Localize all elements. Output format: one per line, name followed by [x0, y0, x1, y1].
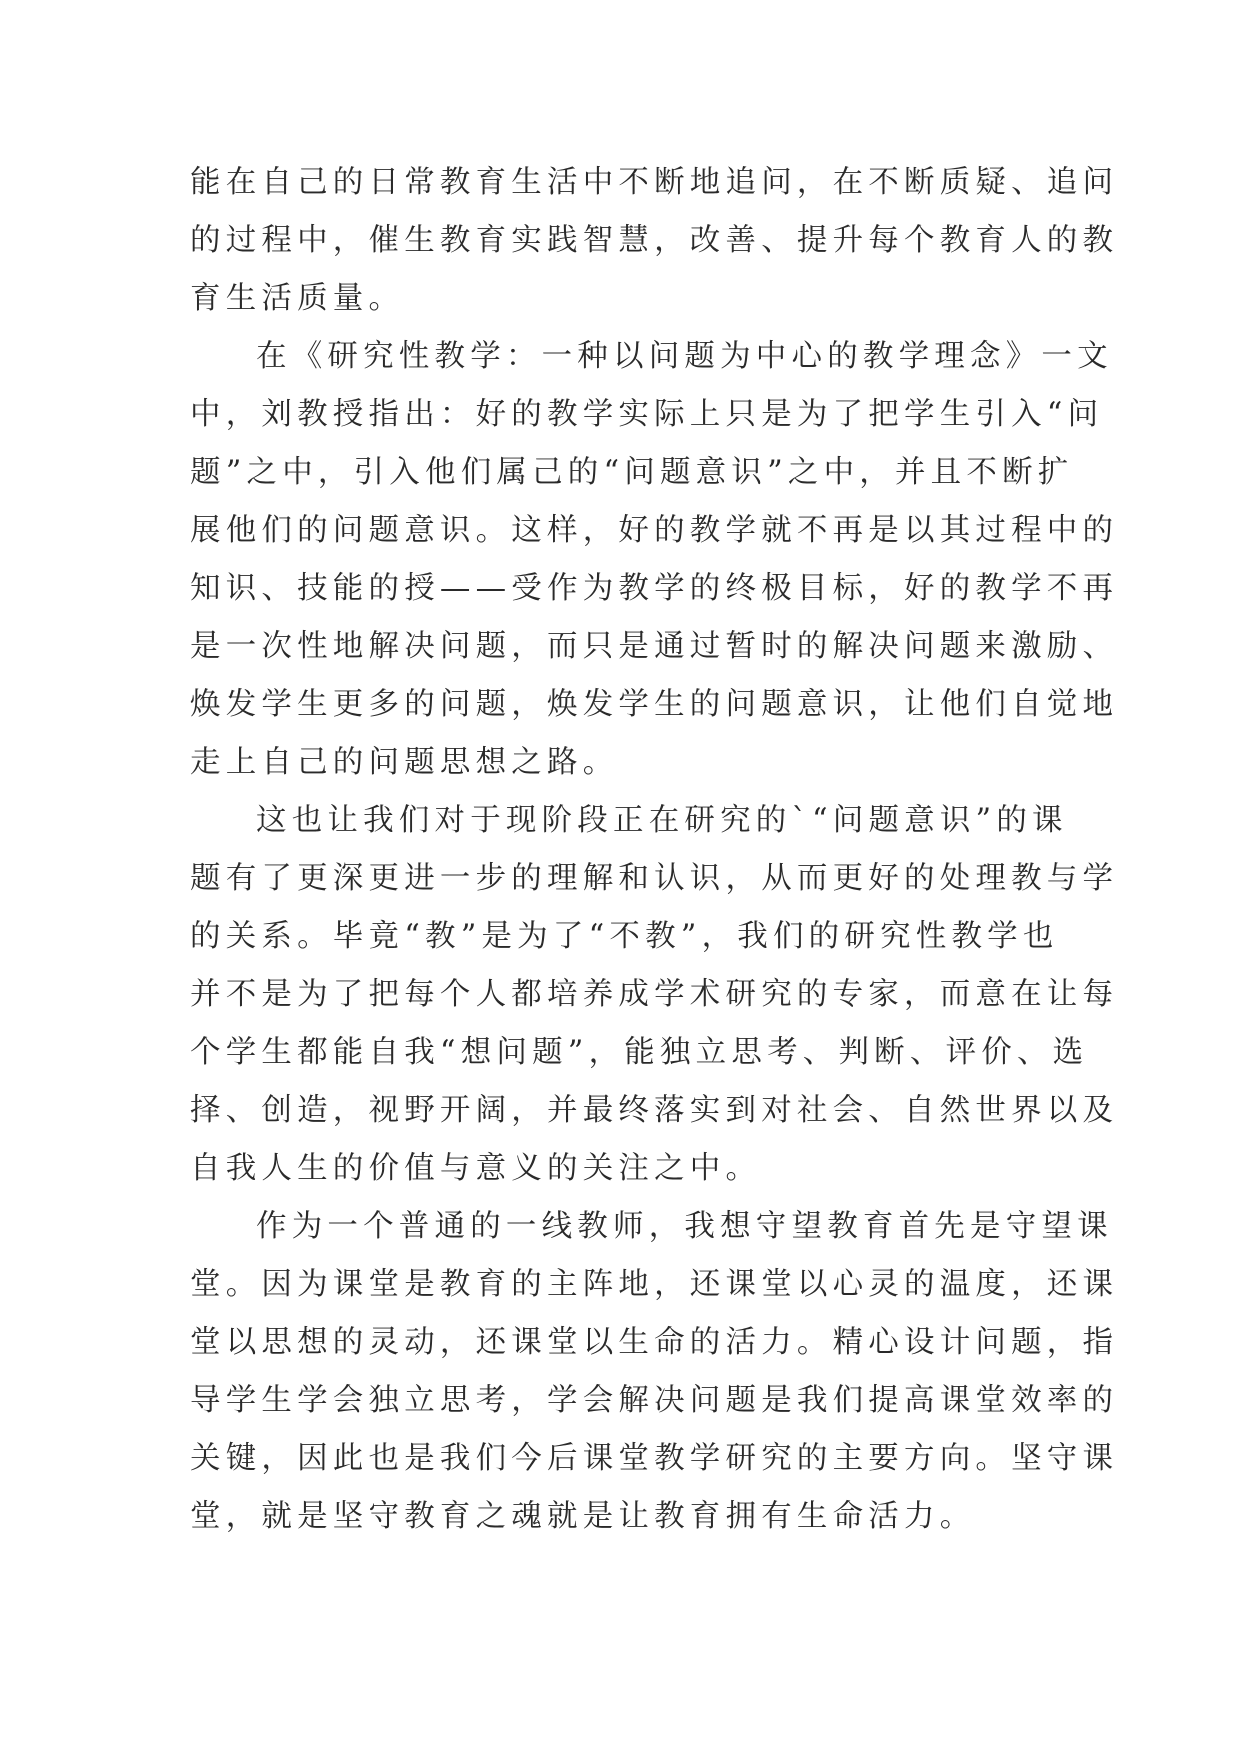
text-line: 题有了更深更进一步的理解和认识，从而更好的处理教与学 — [190, 861, 1119, 896]
text-line: 关键，因此也是我们今后课堂教学研究的主要方向。坚守课 — [190, 1441, 1119, 1476]
text-line: 择、创造，视野开阔，并最终落实到对社会、自然世界以及 — [190, 1093, 1119, 1128]
text-line: 展他们的问题意识。这样，好的教学就不再是以其过程中的 — [190, 513, 1119, 548]
text-line: 堂，就是坚守教育之魂就是让教育拥有生命活力。 — [190, 1499, 976, 1534]
text-line: 能在自己的日常教育生活中不断地追问，在不断质疑、追问 — [190, 165, 1119, 200]
text-line: 焕发学生更多的问题，焕发学生的问题意识，让他们自觉地 — [190, 687, 1119, 722]
text-line: 中，刘教授指出：好的教学实际上只是为了把学生引入“问 — [190, 397, 1104, 432]
text-line: 题”之中，引入他们属己的“问题意识”之中，并且不断扩 — [190, 455, 1074, 490]
text-line: 育生活质量。 — [190, 281, 405, 316]
text-line: 的关系。毕竟“教”是为了“不教”，我们的研究性教学也 — [190, 919, 1059, 954]
text-line: 走上自己的问题思想之路。 — [190, 745, 619, 780]
text-line: 是一次性地解决问题，而只是通过暂时的解决问题来激励、 — [190, 629, 1119, 664]
text-line: 这也让我们对于现阶段正在研究的`“问题意识”的课 — [256, 803, 1068, 838]
text-line: 导学生学会独立思考，学会解决问题是我们提高课堂效率的 — [190, 1383, 1119, 1418]
text-line: 并不是为了把每个人都培养成学术研究的专家，而意在让每 — [190, 977, 1119, 1012]
text-line: 作为一个普通的一线教师，我想守望教育首先是守望课 — [256, 1209, 1113, 1244]
text-line: 堂。因为课堂是教育的主阵地，还课堂以心灵的温度，还课 — [190, 1267, 1119, 1302]
text-line: 堂以思想的灵动，还课堂以生命的活力。精心设计问题，指 — [190, 1325, 1119, 1360]
text-line: 在《研究性教学：一种以问题为中心的教学理念》一文 — [256, 339, 1113, 374]
body-text — [190, 154, 1119, 1546]
text-line: 个学生都能自我“想问题”，能独立思考、判断、评价、选 — [190, 1035, 1089, 1070]
text-line: 的过程中，催生教育实践智慧，改善、提升每个教育人的教 — [190, 223, 1119, 258]
text-line: 自我人生的价值与意义的关注之中。 — [190, 1151, 762, 1186]
text-line: 知识、技能的授——受作为教学的终极目标，好的教学不再 — [190, 571, 1119, 606]
